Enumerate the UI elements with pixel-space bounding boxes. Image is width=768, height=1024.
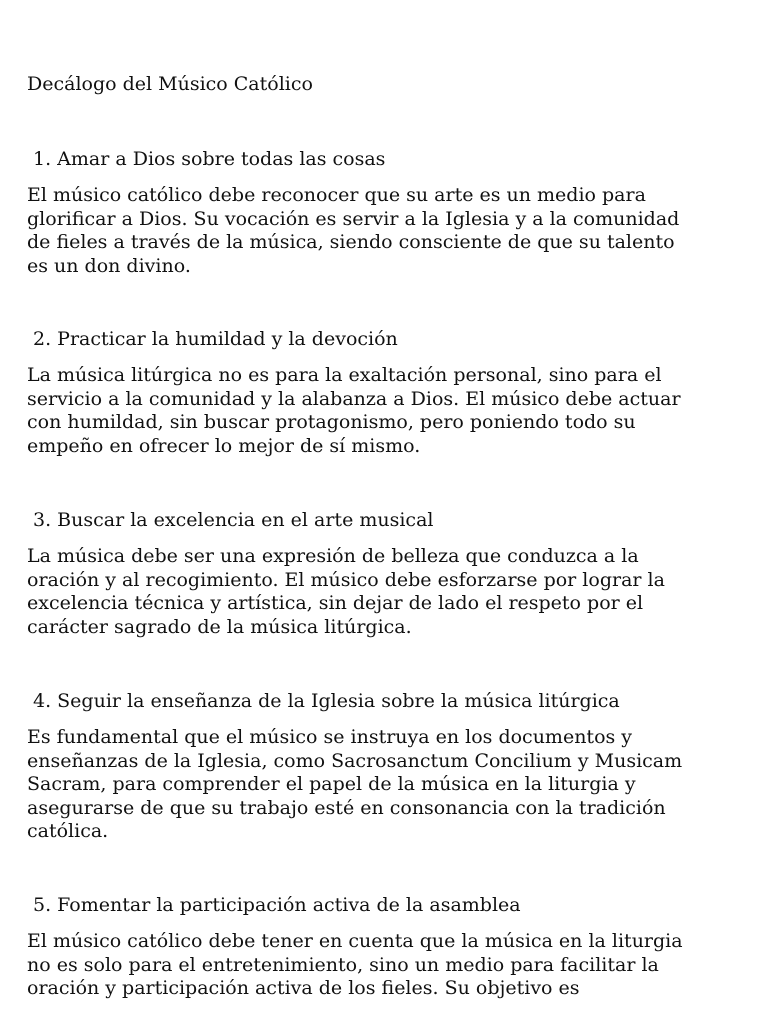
section-paragraph bbox=[27, 364, 747, 458]
paragraph-line: El músico católico debe reconocer que su arte es un medio para bbox=[27, 184, 646, 206]
section-paragraph bbox=[27, 930, 747, 1001]
paragraph-line: católica. bbox=[27, 820, 109, 842]
paragraph-line: con humildad, sin buscar protagonismo, pero poniendo todo su bbox=[27, 411, 636, 433]
section-heading: 5. Fomentar la participación activa de la asamblea bbox=[33, 894, 521, 916]
paragraph-line: La música debe ser una expresión de belleza que conduzca a la bbox=[27, 545, 639, 567]
section-paragraph bbox=[27, 545, 747, 639]
paragraph-line: asegurarse de que su trabajo esté en consonancia con la tradición bbox=[27, 796, 666, 819]
paragraph-line: Es fundamental que el músico se instruya en los documentos y bbox=[27, 726, 633, 748]
section-heading: 1. Amar a Dios sobre todas las cosas bbox=[33, 148, 386, 170]
paragraph-line: es un don divino. bbox=[27, 254, 191, 277]
section-heading: 2. Practicar la humildad y la devoción bbox=[33, 328, 398, 350]
section-heading: 3. Buscar la excelencia en el arte musical bbox=[33, 509, 434, 531]
paragraph-line: La música litúrgica no es para la exaltación personal, sino para el bbox=[27, 364, 662, 386]
paragraph-line: Sacram, para comprender el papel de la música en la liturgia y bbox=[27, 773, 636, 795]
paragraph-line: carácter sagrado de la música litúrgica. bbox=[27, 615, 412, 638]
paragraph-line: no es solo para el entretenimiento, sino un medio para facilitar la bbox=[27, 953, 659, 976]
paragraph-line: empeño en ofrecer lo mejor de sí mismo. bbox=[27, 434, 421, 457]
paragraph-line: oración y al recogimiento. El músico debe esforzarse por lograr la bbox=[27, 568, 665, 591]
paragraph-line: excelencia técnica y artística, sin dejar de lado el respeto por el bbox=[27, 592, 644, 614]
paragraph-line: servicio a la comunidad y la alabanza a Dios. El músico debe actuar bbox=[27, 387, 681, 410]
paragraph-line: glorificar a Dios. Su vocación es servir a la Iglesia y a la comunidad bbox=[27, 207, 680, 230]
paragraph-line: de fieles a través de la música, siendo consciente de que su talento bbox=[27, 231, 675, 253]
section-paragraph bbox=[27, 184, 747, 278]
section-heading: 4. Seguir la enseñanza de la Iglesia sobre la música litúrgica bbox=[33, 690, 620, 712]
paragraph-line: El músico católico debe tener en cuenta que la música en la liturgia bbox=[27, 930, 683, 952]
paragraph-line: oración y participación activa de los fieles. Su objetivo es bbox=[27, 977, 580, 999]
document-title: Decálogo del Músico Católico bbox=[27, 73, 313, 95]
paragraph-line: enseñanzas de la Iglesia, como Sacrosanctum Concilium y Musicam bbox=[27, 749, 683, 772]
section-paragraph bbox=[27, 726, 747, 844]
